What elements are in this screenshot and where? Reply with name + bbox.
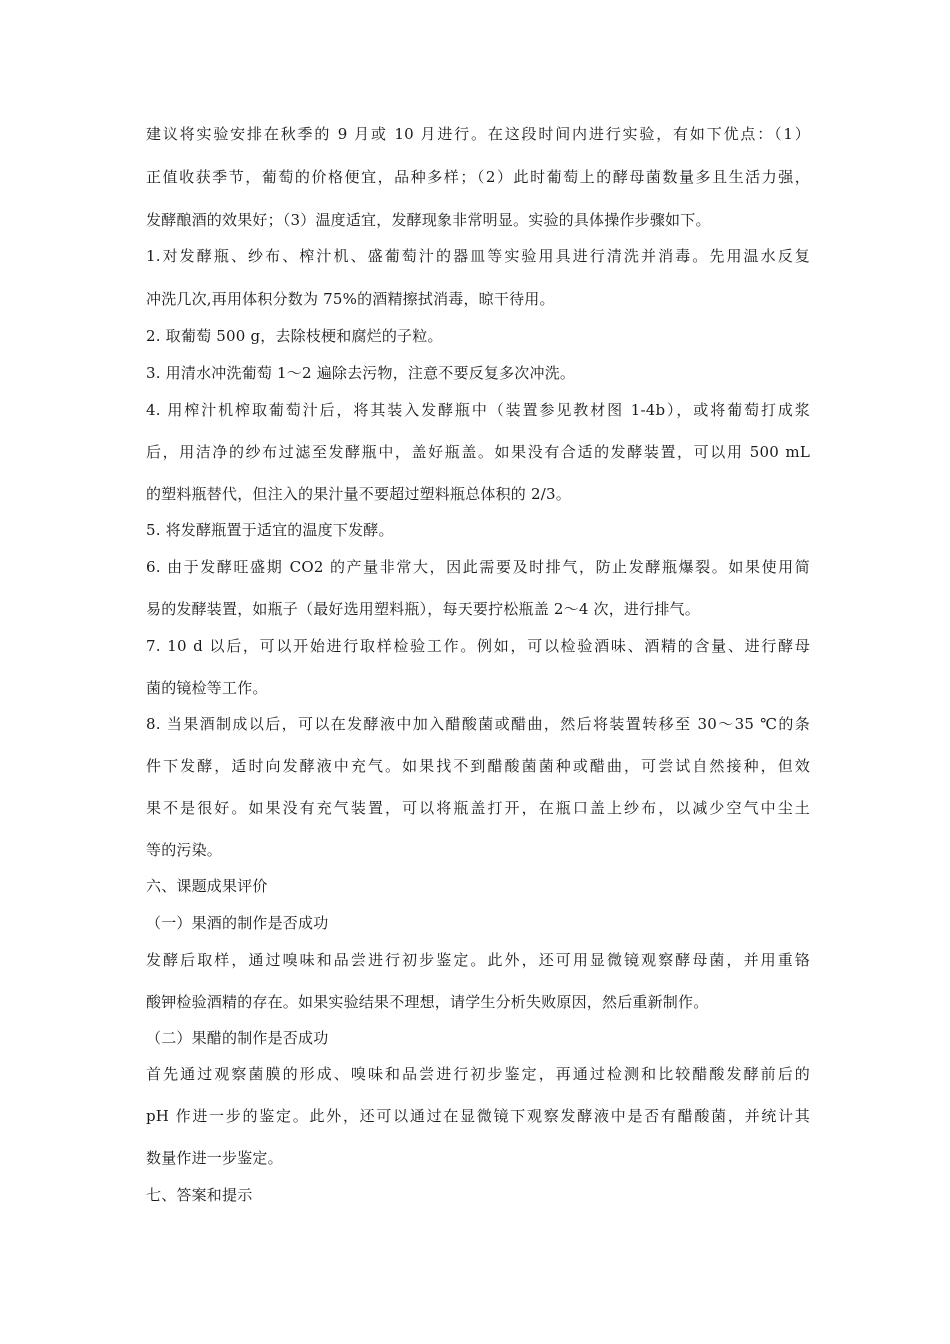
paragraph-line: 数量作进一步鉴定。 xyxy=(146,1149,283,1167)
subsection-heading-2: （二）果醋的制作是否成功 xyxy=(146,1029,329,1047)
paragraph-line: 等的污染。 xyxy=(146,841,223,859)
paragraph-line: 发酵后取样，通过嗅味和品尝进行初步鉴定。此外，还可用显微镜观察酵母菌，并用重铬 xyxy=(146,951,810,969)
section-heading-6: 六、课题成果评价 xyxy=(146,877,268,895)
paragraph-line: 件下发酵，适时向发酵液中充气。如果找不到醋酸菌菌种或醋曲，可尝试自然接种，但效 xyxy=(146,757,810,775)
step-1-line: 1.对发酵瓶、纱布、榨汁机、盛葡萄汁的器皿等实验用具进行清洗并消毒。先用温水反复 xyxy=(146,247,810,265)
step-2-line: 2. 取葡萄 500 g，去除枝梗和腐烂的子粒。 xyxy=(146,327,443,345)
paragraph-line: 易的发酵装置，如瓶子（最好选用塑料瓶），每天要拧松瓶盖 2～4 次，进行排气。 xyxy=(146,600,700,618)
paragraph-line: 建议将实验安排在秋季的 9 月或 10 月进行。在这段时间内进行实验，有如下优点：（1） xyxy=(146,125,810,143)
step-4-line: 4. 用榨汁机榨取葡萄汁后，将其装入发酵瓶中（装置参见教材图 1-4b），或将葡萄打成浆 xyxy=(146,401,810,419)
step-5-line: 5. 将发酵瓶置于适宜的温度下发酵。 xyxy=(146,521,394,539)
subsection-heading-1: （一）果酒的制作是否成功 xyxy=(146,914,329,932)
paragraph-line: pH 作进一步的鉴定。此外，还可以通过在显微镜下观察发酵液中是否有醋酸菌，并统计其 xyxy=(146,1107,810,1125)
paragraph-line: 发酵酿酒的效果好；（3）温度适宜，发酵现象非常明显。实验的具体操作步骤如下。 xyxy=(146,211,711,229)
paragraph-line: 正值收获季节，葡萄的价格便宜，品种多样；（2）此时葡萄上的酵母菌数量多且生活力强， xyxy=(146,168,810,186)
paragraph-line: 果不是很好。如果没有充气装置，可以将瓶盖打开，在瓶口盖上纱布，以减少空气中尘土 xyxy=(146,799,810,817)
paragraph-line: 首先通过观察菌膜的形成、嗅味和品尝进行初步鉴定，再通过检测和比较醋酸发酵前后的 xyxy=(146,1065,810,1083)
step-6-line: 6. 由于发酵旺盛期 CO2 的产量非常大，因此需要及时排气，防止发酵瓶爆裂。如果使用简 xyxy=(146,558,810,576)
section-heading-7: 七、答案和提示 xyxy=(146,1186,253,1204)
paragraph-line: 后，用洁净的纱布过滤至发酵瓶中，盖好瓶盖。如果没有合适的发酵装置，可以用 500 mL xyxy=(146,443,810,461)
step-3-line: 3. 用清水冲洗葡萄 1～2 遍除去污物，注意不要反复多次冲洗。 xyxy=(146,364,576,382)
paragraph-line: 的塑料瓶替代，但注入的果汁量不要超过塑料瓶总体积的 2/3。 xyxy=(146,485,571,503)
step-7-line: 7. 10 d 以后，可以开始进行取样检验工作。例如，可以检验酒味、酒精的含量、进行酵母 xyxy=(146,637,810,655)
paragraph-line: 酸钾检验酒精的存在。如果实验结果不理想，请学生分析失败原因，然后重新制作。 xyxy=(146,993,709,1011)
paragraph-line: 菌的镜检等工作。 xyxy=(146,679,268,697)
paragraph-line: 冲洗几次,再用体积分数为 75%的酒精擦拭消毒，晾干待用。 xyxy=(146,290,555,308)
step-8-line: 8. 当果酒制成以后，可以在发酵液中加入醋酸菌或醋曲，然后将装置转移至 30～35 ℃的条 xyxy=(146,715,810,733)
